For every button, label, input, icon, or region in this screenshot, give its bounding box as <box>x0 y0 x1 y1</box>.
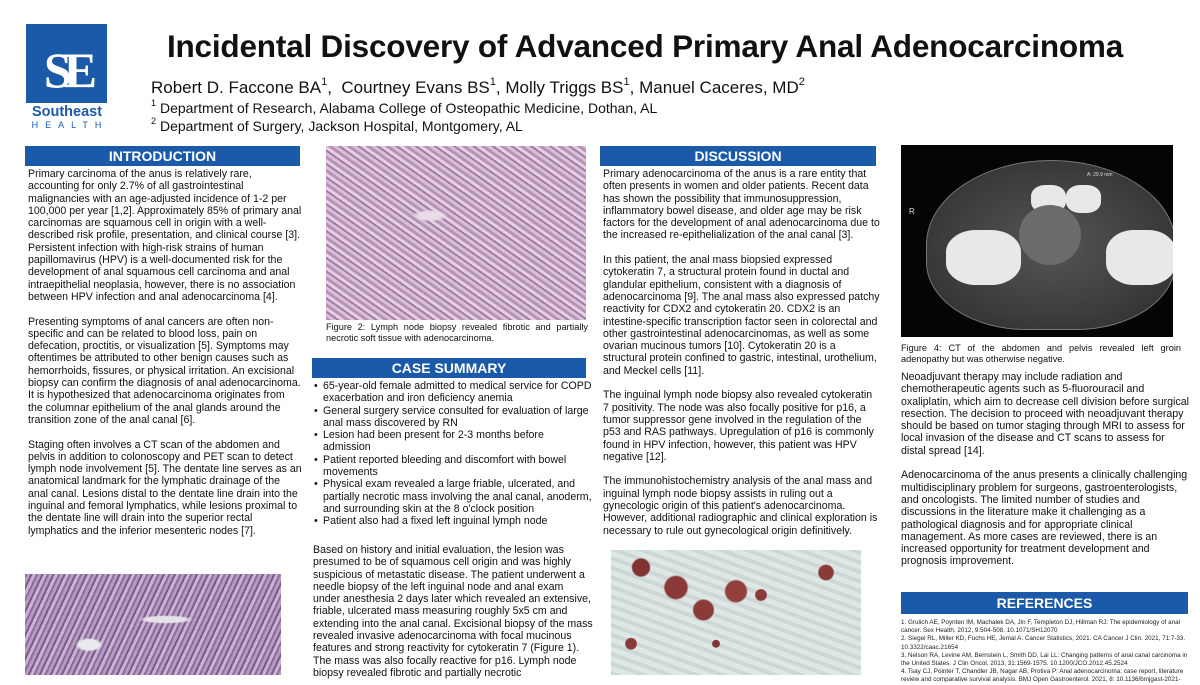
paragraph: Primary adenocarcinoma of the anus is a rare entity that often presents in women and older patients. Recent data has shown the possibility that immunosuppression, inflammatory bowel disease, and older age may be risk factors for the development of anal adenocarcinoma due to the increased re-epithelialization of the anal canal [3]. <box>603 168 880 242</box>
paragraph: The inguinal lymph node biopsy also revealed cytokeratin 7 positivity. The node was also focally positive for p16, a tumor suppressor gene involved in the regulation of the p53 and RAS pathways. Upregulation of p16 is commonly found in HPV infection, however, this patient was HPV negative [12]. <box>603 389 874 463</box>
discussion-heading: DISCUSSION <box>600 146 876 166</box>
paragraph: Neoadjuvant therapy may include radiation and chemotherapeutic agents such as 5-fluorouracil and oxaliplatin, which aim to decrease cell division before surgical resection. The decision to proceed with neoadjuvant therapy should be based on tumor staging through MRI to assess for local invasion of the disease and CT scans to assess for distal spread [14]. <box>901 371 1189 457</box>
author: Robert D. Faccone BA <box>151 78 322 97</box>
aff-sup: 2 <box>151 116 157 126</box>
figure-2-histology-image <box>326 146 586 320</box>
paragraph: Primary carcinoma of the anus is relatively rare, accounting for only 2.7% of all gastrointestinal malignancies with an age-adjusted incidence of 1-2 per 100,000 per year [1,2]. Approximately 85% of primary anal carcinomas are squamous cell in origin with a well-described risk profile, presentation, and clinical course [3]. Persistent infection with high-risk strains of human papillomavirus (HPV) is a well-documented risk for the development of anal squamous cell carcinoma and anal intraepithelial neoplasia, however, there is no association between HPV infection and anal adenocarcinoma [4]. <box>28 168 302 303</box>
ct-side-label: R <box>909 207 915 216</box>
ct-hip-bone <box>1106 230 1173 285</box>
author-sup: 1 <box>489 76 496 88</box>
logo-subtitle: HEALTH <box>31 120 109 130</box>
logo-name: Southeast <box>31 104 103 120</box>
list-item: • Lesion had been present for 2-3 months before admission <box>312 429 592 454</box>
authors: Robert D. Faccone $BA^1$, Courtney Evans $BS^1$, Molly Triggs $BS^1$, Manuel Caceres, $MD^2$ <box>151 76 805 97</box>
ct-bladder <box>1019 205 1081 265</box>
ct-measurement: A: 29.9 mm <box>1087 172 1113 178</box>
paragraph: Staging often involves a CT scan of the abdomen and pelvis in addition to colonoscopy and PET scan to detect lymph node involvement [5]. The dentate line serves as an anatomical landmark for the lymphatic drainage of the anal canal. Lesions distal to the dentate line drain into the inguinal and femoral lymphatics, while lesions proximal to the dentate line will drain into the superior rectal lymphatics and the inferior mesenteric nodes [7]. <box>28 438 302 537</box>
figure-3-immunostain-image <box>611 550 861 675</box>
conclusion-body <box>901 371 1191 580</box>
aff-sup: 1 <box>151 98 157 108</box>
figure-2-caption: Figure 2: Lymph node biopsy revealed fibrotic and partially necrotic soft tissue with adenocarcinoma. <box>326 322 588 344</box>
author-sup: 2 <box>798 76 805 88</box>
paragraph: In this patient, the anal mass biopsied expressed cytokeratin 7, a structural protein found in ductal and glandular epithelium, consistent with a diagnosis of adenocarcinoma [9]. The anal mass also expressed patchy reactivity for CDX2 and cytokeratin 20. CDX2 is an intestine-specific transcription factor seen in colorectal and other gastrointestinal adenocarcinomas, as well as some ovarian mucinous tumors [10]. Cytokeratin 20 is a structural protein confined to gastric, intestinal, urothelium, and Meckel cells [11]. <box>603 254 880 377</box>
list-item: • 65-year-old female admitted to medical service for COPD exacerbation and iron deficiency anemia <box>312 380 592 405</box>
aff-text: Department of Research, Alabama College of Osteopathic Medicine, Dothan, AL <box>159 100 658 116</box>
reference-item: 3. Nelson RA, Levine AM, Bernstein L, Smith DD, Lai LL: Changing patterns of anal canal carcinoma in the United States. J Clin Oncol. 2013, 31:1569-1575. 10.1200/JCO.2012.45.2524 <box>901 651 1188 668</box>
references-heading: REFERENCES <box>901 592 1188 614</box>
reference-item: 2. Siegel RL, Miller KD, Fuchs HE, Jemal A: Cancer Statistics, 2021. CA Cancer J Clin. 2021, 71:7-33. 10.3322/caac.21654 <box>901 635 1186 651</box>
logo-monogram: SE <box>43 42 90 98</box>
reference-item: 4. Tsay CJ, Pointer T, Chandler JB, Nagar AB, Protiva P: Anal adenocarcinoma: case report, literature review and comparative survival analysis. BMJ Open Gastroenterol. 2021, 8: 10.1136/bmjgast-2021- <box>901 668 1184 684</box>
case-summary-list <box>312 380 592 528</box>
aff-text: Department of Surgery, Jackson Hospital, Montgomery, AL <box>159 118 523 134</box>
discussion-body <box>603 168 880 549</box>
list-item: • Patient also had a fixed left inguinal lymph node <box>312 515 592 527</box>
case-summary-paragraph: Based on history and initial evaluation, the lesion was presumed to be of squamous cell origin and was highly suspicious of metastatic disease. The patient underwent a needle biopsy of the left inguinal node and anal exam under anesthesia 2 days later which revealed an extensive, friable, ulcerated mass measuring roughly 5x5 cm and extending into the anal canal. Excisional biopsy of the mass revealed invasive adenocarcinoma with focal mucinous features and strong reactivity for cytokeratin 7 (Figure 1). The mass was also focally reactive for p16. Lymph node biopsy revealed fibrotic and partially necrotic <box>313 544 593 679</box>
author: Courtney Evans BS <box>341 78 490 97</box>
affiliation <box>151 100 657 116</box>
figure-4-caption: Figure 4: CT of the abdomen and pelvis revealed left groin adenopathy but was otherwise negative. <box>901 343 1181 365</box>
ct-hip-bone <box>946 230 1021 285</box>
author-sup: 1 <box>623 76 630 88</box>
reference-item: 1. Grulich AE, Poynten IM, Machalek DA, Jin F, Templeton DJ, Hillman RJ: The epidemiology of anal cancer. Sex Health. 2012, 9:504-508. 10.1071/SH12070 <box>901 619 1181 635</box>
case-summary-heading: CASE SUMMARY <box>312 358 586 378</box>
ct-pubis <box>1066 185 1101 213</box>
introduction-heading: INTRODUCTION <box>25 146 300 166</box>
introduction-body <box>28 168 302 549</box>
poster-title: Incidental Discovery of Advanced Primary Anal Adenocarcinoma <box>166 28 1124 64</box>
affiliation <box>151 118 523 134</box>
author: Manuel Caceres, MD <box>639 78 799 97</box>
list-item: • Patient reported bleeding and discomfort with bowel movements <box>312 454 592 479</box>
figure-1-histology-image <box>25 574 281 675</box>
list-item: • General surgery service consulted for evaluation of large anal mass discovered by RN <box>312 405 592 430</box>
author: Molly Triggs BS <box>505 78 624 97</box>
figure-4-ct-image <box>901 145 1173 337</box>
paragraph: Presenting symptoms of anal cancers are often non-specific and can be related to blood loss, pain on defecation, proctitis, or visualization [5]. Symptoms may oftentimes be attributed to other benign causes such as hemorrhoids, fissures, or physical irritation. An excisional biopsy can confirm the diagnosis of anal adenocarcinoma. It is hypothesized that adenocarcinoma originates from the columnar epithelium of the anal glands around the transition zone of the anal canal [6]. <box>28 315 301 426</box>
list-item: • Physical exam revealed a large friable, ulcerated, and partially necrotic mass involving the anal canal, anoderm, and surrounding skin at the 8 o'clock position <box>312 478 592 515</box>
author-sup: 1 <box>321 76 328 88</box>
paragraph: Adenocarcinoma of the anus presents a clinically challenging multidisciplinary problem for surgeons, gastroenterologists, and oncologists. The limited number of studies and discussions in the literature make it challenging as a pathological diagnosis and for appropriate clinical management. As more cases are reviewed, there is an increased opportunity for treatment development and prognosis improvement. <box>901 469 1188 568</box>
paragraph: The immunohistochemistry analysis of the anal mass and inguinal lymph node biopsy assists in ruling out a gynecologic origin of this patient's adenocarcinoma. However, additional radiographic and clinical exploration is necessary to rule out gynecological origin definitively. <box>603 475 878 537</box>
